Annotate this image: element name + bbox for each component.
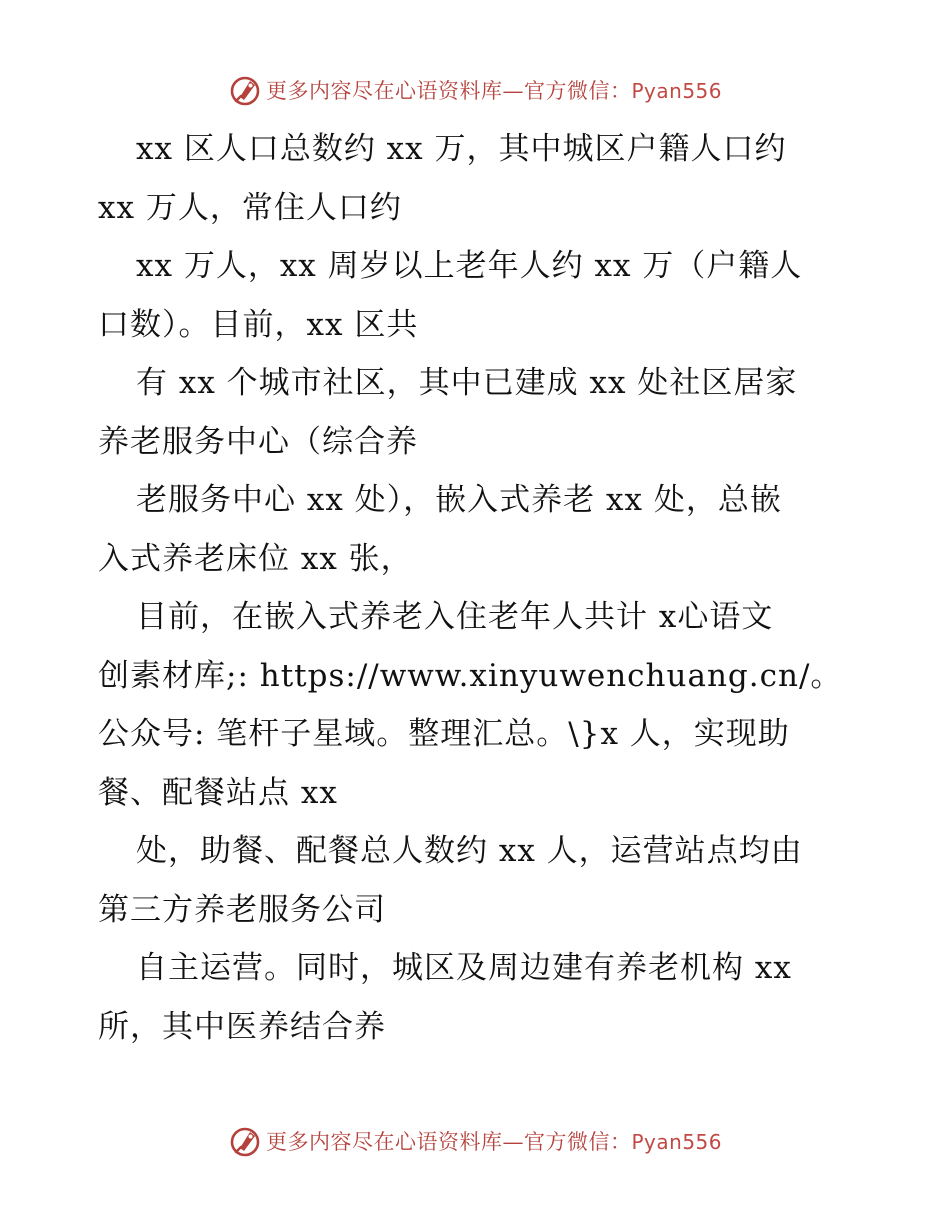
text-line: 目前，在嵌入式养老入住老年人共计 x心语文 — [136, 599, 774, 635]
pen-nib-logo-icon — [228, 73, 262, 107]
text-line: 养老服务中心（综合养 — [98, 423, 418, 460]
text-line: 创素材库;: https://www.xinyuwenchuang.cn/。 — [98, 657, 843, 694]
pen-nib-logo-icon — [228, 1124, 262, 1158]
header-watermark-banner — [0, 70, 950, 110]
text-line: 有 xx 个城市社区，其中已建成 xx 处社区居家 — [136, 365, 798, 401]
text-line: 所，其中医养结合养 — [98, 1008, 386, 1045]
text-line: 口数）。目前，xx 区共 — [98, 306, 419, 343]
text-line: xx 区人口总数约 xx 万，其中城区户籍人口约 — [136, 131, 787, 167]
text-line: 入式养老床位 xx 张， — [98, 540, 413, 577]
text-line: xx 万人，xx 周岁以上老年人约 xx 万（户籍人 — [136, 248, 803, 284]
watermark-text: 更多内容尽在心语资料库—官方微信：Pyan556 — [265, 1130, 722, 1154]
text-line: 处，助餐、配餐总人数约 xx 人，运营站点均由 — [136, 833, 803, 869]
wechat-id: Pyan556 — [631, 1130, 722, 1154]
footer-watermark-banner — [0, 1121, 950, 1161]
text-line: 公众号: 笔杆子星域。整理汇总。\}x 人，实现助 — [98, 716, 790, 752]
document-body — [98, 120, 858, 1056]
text-line: 老服务中心 xx 处），嵌入式养老 xx 处，总嵌 — [136, 482, 782, 518]
text-line: 自主运营。同时，城区及周边建有养老机构 xx — [136, 950, 792, 986]
text-line: xx 万人，常住人口约 — [98, 189, 402, 226]
text-line: 餐、配餐站点 xx — [98, 774, 338, 811]
watermark-text: 更多内容尽在心语资料库—官方微信：Pyan556 — [265, 79, 722, 103]
wechat-id: Pyan556 — [631, 79, 722, 103]
text-line: 第三方养老服务公司 — [98, 891, 386, 928]
